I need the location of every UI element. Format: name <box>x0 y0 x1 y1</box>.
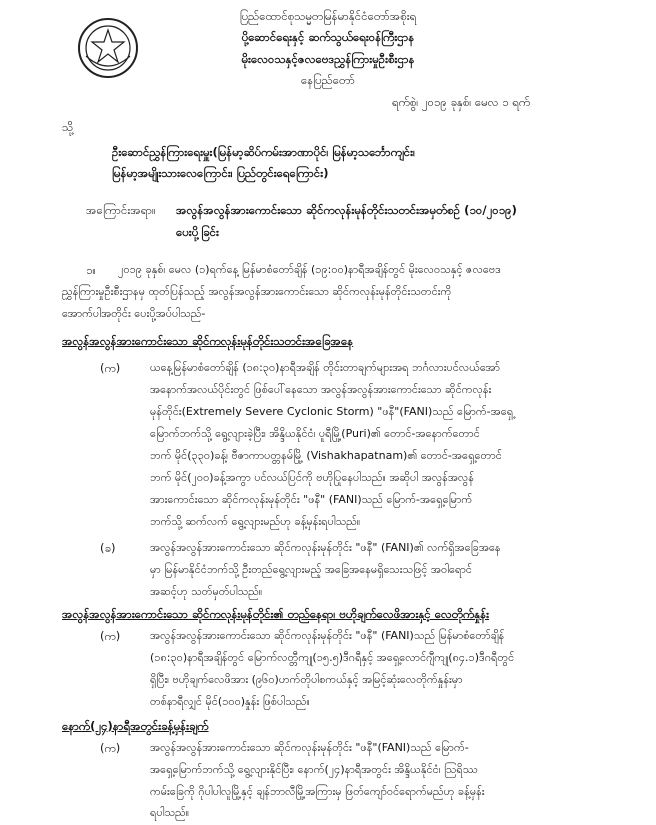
section-2-a-line: တစ်နာရီလျှင် မိုင်(၁၀၀)နှုန်း ဖြစ်ပါသည်။ <box>150 695 310 708</box>
section-1-a-label: (က) <box>100 361 121 375</box>
section-3-a-line: ရပါသည်။ <box>150 806 190 819</box>
section-1-a-line: အားကောင်းသော ဆိုင်ကလုန်းမုန်တိုင်း "ဖနီ" (FANI)သည် မြောက်-အရှေ့မြောက် <box>150 493 473 506</box>
intro-line-2: ညွှန်ကြားမှုဦးစီးဌာနမှ ထုတ်ပြန်သည့် အလွန်အလွန်အားကောင်းသော ဆိုင်ကလုန်းမုန်တိုင်းသတင်းကို <box>62 285 452 298</box>
letterhead-department: မိုးလေဝသနှင့်ဇလဗေဒညွှန်ကြားမှုဦးစီးဌာန <box>241 52 415 66</box>
section-3-a-line: အရှေ့မြောက်ဘက်သို့ ရွေ့လျားနိုင်ပြီး၊ နောက်(၂၄)နာရီအတွင်း အိန္ဒိယနိုင်ငံ၊ ဩရိဿ <box>150 763 478 776</box>
letter-date: ရက်စွဲ၊ ၂၀၁၉ ခုနှစ်၊ မေလ ၁ ရက် <box>392 95 531 109</box>
section-1-a-line: ယနေ့မြန်မာစံတော်ချိန် (၁၈:၃၀)နာရီအချိန် တိုင်းတာချက်များအရ ဘင်္ဂလားပင်လယ်အော် <box>150 361 501 374</box>
to-label: သို့ <box>62 120 74 134</box>
letterhead-city: နေပြည်တော် <box>301 73 355 87</box>
section-3-heading: နောက်(၂၄)နာရီအတွင်းခန့်မှန်းချက် <box>62 719 209 733</box>
letterhead-government: ပြည်ထောင်စုသမ္မတမြန်မာနိုင်ငံတော်အစိုးရ <box>239 9 417 23</box>
section-1-b-label: (ခ) <box>100 541 116 555</box>
section-1-a-line: အနောက်အလယ်ပိုင်းတွင် ဖြစ်ပေါ်နေသော အလွန်အလွန်အားကောင်းသော ဆိုင်ကလုန်း <box>150 383 492 396</box>
section-2-heading: အလွန်အလွန်အားကောင်းသော ဆိုင်ကလုန်းမုန်တိုင်း၏ တည်နေရာ၊ ဗဟိုချက်လေဖိအားနှင့် လေတိုက်နှုန်း <box>62 607 490 621</box>
section-2-a-line: ရှိပြီး၊ ဗဟိုချက်လေဖိအား (၉၆၀)ဟက်တိုပါစကယ်နှင့် အမြင့်ဆုံးလေတိုက်နှုန်းမှာ <box>150 673 463 686</box>
section-1-a-line: မုန်တိုင်း(Extremely Severe Cyclonic Storm) "ဖနီ"(FANI)သည် မြောက်-အရှေ့ <box>150 405 514 418</box>
section-2-a-line: (၁၈:၃၀)နာရီအချိန်တွင် မြောက်လတ္တီကျု(၁၅.၅)ဒီဂရီနှင့် အရှေ့လောင်ဂျီကျု(၈၄.၁)ဒီဂရီတွင် <box>150 651 515 664</box>
subject-label: အကြောင်းအရာ။ <box>86 203 156 217</box>
section-3-a-line: အလွန်အလွန်အားကောင်းသော ဆိုင်ကလုန်းမုန်တိုင်း "ဖနီ"(FANI)သည် မြောက်- <box>150 741 469 754</box>
recipient-line-1: ဦးဆောင်ညွှန်ကြားရေးမှူး(မြန်မာ့ဆိပ်ကမ်းအာဏာပိုင်၊ မြန်မာ့သင်္ဘောကျင်း၊ <box>112 145 415 159</box>
section-1-b-line: အလွန်အလွန်အားကောင်းသော ဆိုင်ကလုန်းမုန်တိုင်း "ဖနီ" (FANI)၏ လက်ရှိအခြေအနေ <box>150 541 501 554</box>
section-2-a-line: အလွန်အလွန်အားကောင်းသော ဆိုင်ကလုန်းမုန်တိုင်း "ဖနီ" (FANI)သည် မြန်မာစံတော်ချိန် <box>150 629 505 642</box>
section-1-b-line: အဆင့်ဟု သတ်မှတ်ပါသည်။ <box>150 585 263 598</box>
section-1-a-line: ဘက်သို့ ဆက်လက် ရွေ့လျားမည်ဟု ခန့်မှန်းရပါသည်။ <box>150 515 361 528</box>
section-3-a-label: (က) <box>100 741 121 755</box>
section-3-a-line: ကမ်းခြေကို ဂိုပါပါလူမြို့နှင့် ချန်ဘာလီမြို့အကြားမှ ဖြတ်ကျော်ဝင်ရောက်မည်ဟု ခန့်မှန်း <box>150 785 485 798</box>
subject-line-2: ပေးပို့ခြင်း <box>176 225 219 239</box>
section-2-a-label: (က) <box>100 629 121 643</box>
section-1-a-line: ဘက် မိုင်(၂၀၀)ခန့်အကွာ ပင်လယ်ပြင်ကို ဗဟိုပြုနေပါသည်။ အဆိုပါ အလွန်အလွန် <box>150 471 474 484</box>
intro-number: ၁။ <box>86 263 96 277</box>
subject-line-1: အလွန်အလွန်အားကောင်းသော ဆိုင်ကလုန်းမုန်တိုင်းသတင်းအမှတ်စဉ် (၁၀/၂၀၁၉) <box>176 203 517 217</box>
state-seal-emblem <box>76 16 140 80</box>
section-1-a-line: ဘက် မိုင်(၃၃၀)ခန့်၊ ဗီဇာကာပတ္တနမ်မြို့ (Vishakhapatnam)၏ တောင်-အရှေ့တောင် <box>150 449 502 462</box>
section-1-a-line: မြောက်ဘက်သို့ ရွေ့လျားခဲ့ပြီး၊ အိန္ဒိယနိုင်ငံ၊ ပူရီမြို့(Puri)၏ တောင်-အနောက်တောင် <box>150 427 480 440</box>
letterhead-ministry: ပို့ဆောင်ရေးနှင့် ဆက်သွယ်ရေးဝန်ကြီးဌာန <box>241 30 415 44</box>
recipient-line-2: မြန်မာ့အမျိုးသားလေကြောင်း၊ ပြည်တွင်းရေကြောင်း) <box>112 166 329 180</box>
section-1-heading: အလွန်အလွန်အားကောင်းသော ဆိုင်ကလုန်းမုန်တိုင်းသတင်းအခြေအနေ <box>62 334 354 348</box>
section-1-b-line: မှာ မြန်မာနိုင်ငံဘက်သို့ ဦးတည်ရွေ့လျားမည့် အခြေအနေမရှိသေးသဖြင့် အဝါရောင် <box>150 563 472 576</box>
intro-line-3: အောက်ပါအတိုင်း ပေးပို့အပ်ပါသည်- <box>62 307 206 320</box>
intro-line-1: ၂၀၁၉ ခုနှစ်၊ မေလ (၁)ရက်နေ့ မြန်မာစံတော်ချိန် (၁၉:၀၀)နာရီအချိန်တွင် မိုးလေဝသနှင့် ဇလဗေဒ <box>118 263 501 276</box>
